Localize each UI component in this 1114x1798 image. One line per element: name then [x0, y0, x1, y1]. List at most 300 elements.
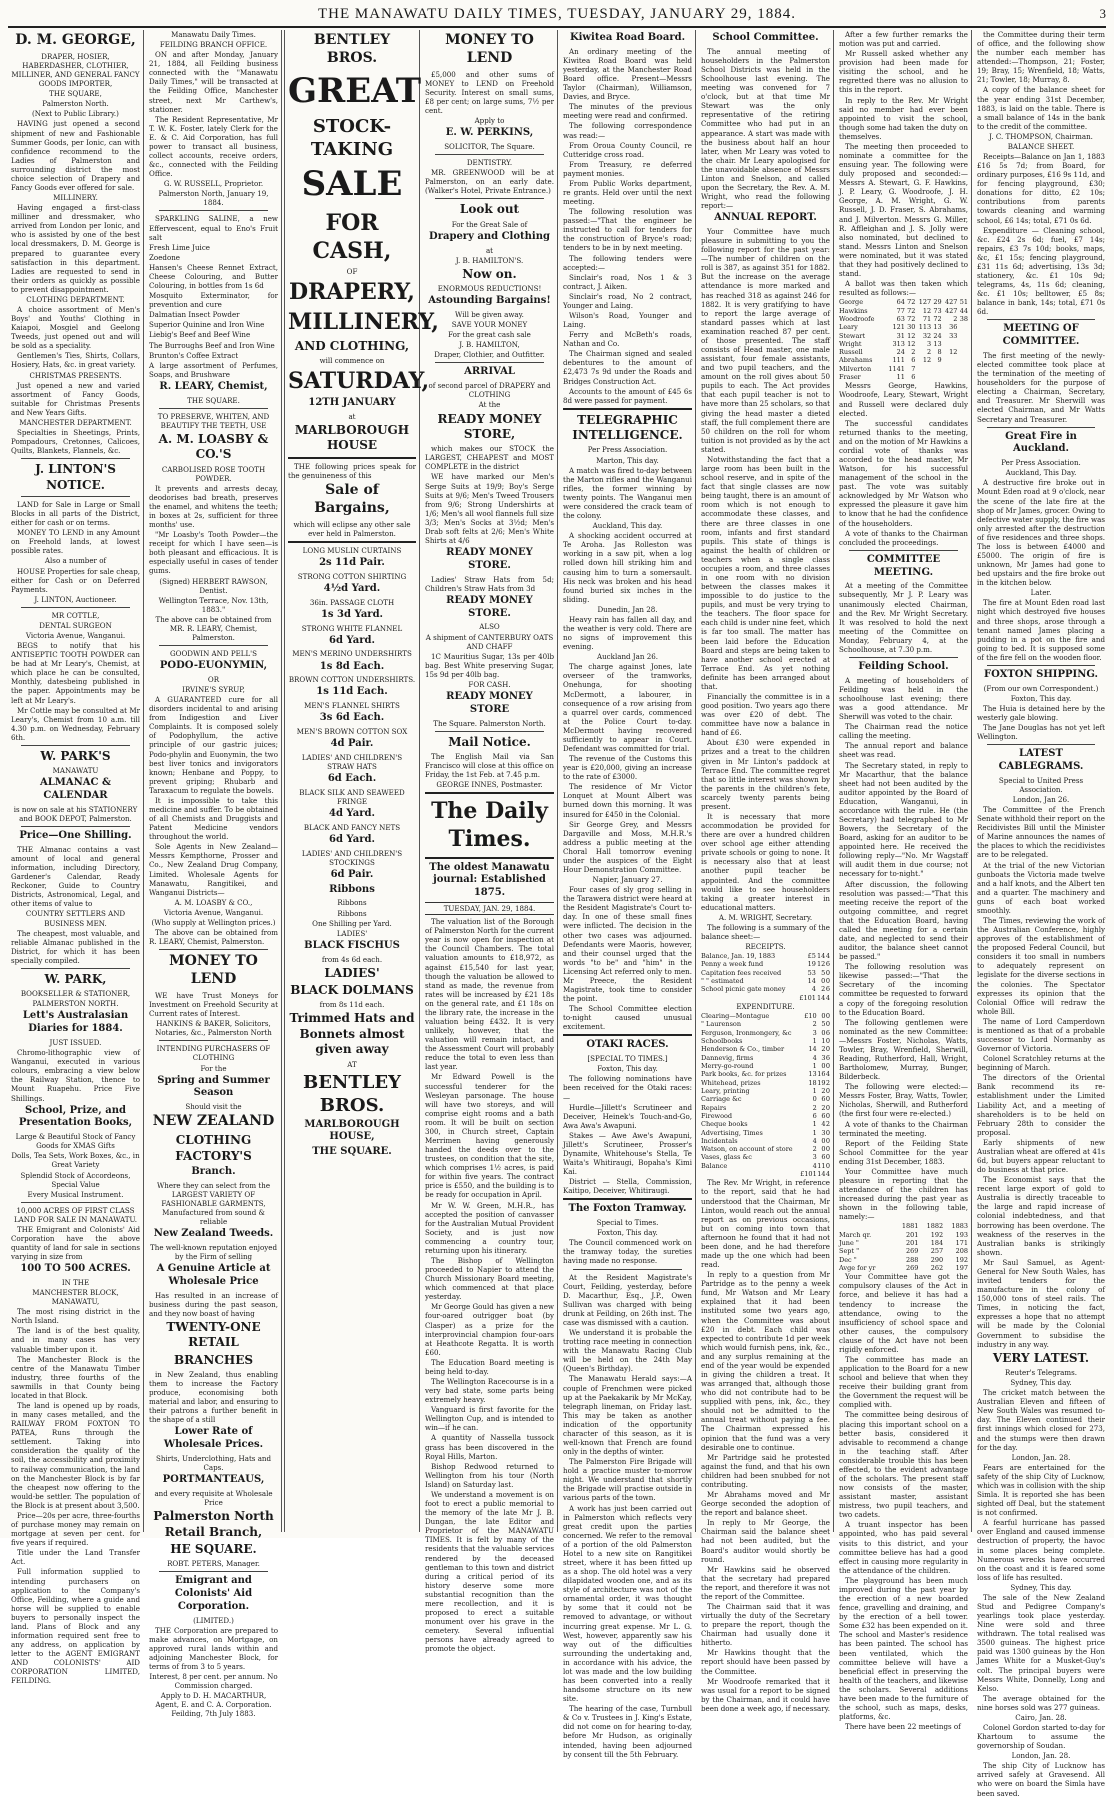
- paragraph: 1C Mauritius Sugar, 13s per 40lb bag. Best White preserving Sugar, 15s 9d per 40lb bag.: [425, 651, 554, 679]
- table-cell: 5: [821, 1020, 826, 1029]
- table-cell: 197: [955, 1263, 968, 1272]
- list-item: Brunton's Coffee Extract: [149, 350, 239, 360]
- heading: Spring and Summer Season: [157, 1074, 270, 1099]
- table-row: [839, 323, 968, 331]
- divider: [849, 657, 958, 658]
- heading: PODO-EUONYMIN,: [159, 660, 268, 672]
- ballot-table: [839, 298, 968, 381]
- paragraph: Messrs George, Hawkins, Woodroofe, Leary, Stewart, Wright and Russell were declared duly elected.: [839, 381, 968, 418]
- paragraph: Mr Saul Samuel, as Agent-General for New South Wales, has invited tenders for the manufacture in the colony of 150,000 tons of steel rails. The Times, in noticing the fact, expresses a hope that no attempt will be made by the Colonial Government to subsidise the industry in any way.: [977, 1257, 1105, 1349]
- paragraph: Colonel Scratchley returns at the beginning of March.: [977, 1054, 1105, 1073]
- centered-line: Wellington Terrace, Nov. 13th, 1883.": [158, 595, 269, 614]
- centered-line: Special to United Press Association.: [998, 775, 1084, 794]
- heading: READY MONEY STORE,: [437, 411, 542, 441]
- table-cell: 72: [907, 306, 916, 315]
- heading: The Daily Times.: [431, 798, 548, 853]
- centered-line: RECEIPTS.: [745, 942, 786, 952]
- table-row: [701, 1095, 830, 1103]
- heading: 4½d Yard.: [323, 582, 381, 594]
- table-cell: 111: [892, 356, 905, 365]
- paragraph: There have been 22 meetings of: [845, 1722, 961, 1732]
- paragraph: Fears are entertained for the safety of the ship City of Lucknow, which was in collision with the ship Simla. It is reported she has been sighted off Deal, but the statement is not confirmed.: [977, 1462, 1105, 1518]
- centered-line: CLOTHING DEPARTMENT.: [26, 294, 125, 304]
- centered-line: J. C. THOMPSON, Chairman.: [989, 131, 1093, 141]
- table-row: [701, 1129, 830, 1137]
- table-cell: 6: [821, 1095, 826, 1104]
- table-row: [701, 952, 830, 960]
- centered-line: Ribbons: [337, 908, 367, 918]
- table-row: [839, 307, 968, 315]
- paragraph: Ferry and McBeth's roads, Nathan and Co.: [563, 330, 692, 349]
- table-cell: 0: [821, 977, 826, 986]
- paragraph: SPARKLING SALINE, a new Effervescent, equal to Eno's Fruit salt: [149, 214, 278, 242]
- paragraph: The average obtained for the nine horses sold was 277 guineas.: [977, 1693, 1105, 1712]
- table-cell: 13: [933, 323, 942, 332]
- paragraph: Sinclair's road, Nos 1 & 3 contract, J. Aiken.: [563, 272, 692, 291]
- centered-line: MEN'S FLANNEL SHIRTS: [304, 701, 400, 711]
- paragraph: MONEY TO LEND in any Amount on Freehold lands, at lowest possible rates.: [11, 528, 140, 556]
- table-row: [701, 1054, 830, 1062]
- heading: PORTMANTEAUS,: [162, 1474, 265, 1486]
- centered-line: (Next to Public Library.): [32, 109, 119, 119]
- table-cell: Vases, glass &c: [701, 1153, 752, 1162]
- centered-line: J. B. HAMILTON'S.: [455, 255, 524, 265]
- heading: School, Prize, and Presentation Books,: [18, 1104, 133, 1129]
- paragraph: The above can be obtained from R. LEARY, Chemist, Palmerston.: [149, 928, 278, 947]
- table-cell: Ferguson, Ironmongery, &c: [701, 1028, 792, 1037]
- table-cell: Woodroofe: [839, 314, 875, 323]
- divider: [159, 1040, 268, 1041]
- table-cell: 1: [812, 1037, 817, 1046]
- divider: [987, 665, 1095, 666]
- table-cell: 2: [927, 348, 932, 357]
- centered-line: BLACK AND FANCY NETS: [303, 822, 401, 832]
- paragraph: A vote of thanks to the Chairman concluded the proceedings.: [839, 528, 968, 547]
- divider: [21, 826, 130, 827]
- table-cell: 1881: [901, 1222, 919, 1231]
- divider: [21, 458, 130, 459]
- paragraph: Report of the Feilding State School Committee for the year ending 31st December, 1883.: [839, 1138, 968, 1166]
- table-cell: 24: [933, 331, 942, 340]
- table-cell: 0: [825, 1062, 830, 1070]
- table-cell: Cheque books: [701, 1120, 748, 1129]
- paragraph: The name of Lord Camperdown is mentioned as that of a probable successor to Lord Normanby as Governor of Victoria.: [977, 1016, 1105, 1054]
- table-cell: 0: [821, 1145, 826, 1154]
- table-cell: 19: [817, 1078, 826, 1087]
- table-cell: Avge for yr: [839, 1263, 876, 1272]
- heading: STOCK-TAKING: [310, 116, 394, 161]
- paragraph: Mr Edward Powell is the successful tenderer for the Wesleyan parsonage. The house will have two storeys, and will comprise eight rooms and a bath room. It will be built on section 300, in Church street, Captain Merrimen having generously handed the deeds over to the trustees, on condition that the site, which comprises 1½ acres, is paid for within five years. The contract price is £550, and the building is to be ready for occupation in April.: [425, 1072, 554, 1200]
- paragraph: WE have marked our Men's Serge Suits at 19/9; Boy's Serge Suits at 9/6; Men's Tweed Trousers from 9/6; Strong Undershirts at 1/6; Men's all wool flannels full size 3/3; Men's Socks at 3½d; Men's Drab soft felts at 2/6; Men's White Shirts at 4/6: [425, 472, 554, 546]
- divider: [21, 496, 130, 497]
- table-cell: Sept ": [839, 1247, 860, 1256]
- paragraph: It prevents and arrests decay, deodorises bad breath, preserves the enamel, and whitens the teeth; in boxes at 2s, sufficient for three months' use.: [149, 483, 278, 530]
- table-cell: 12: [949, 348, 958, 357]
- paragraph: A choice assortment of Men's Boys' and Youths' Clothing in Kaiapoi, Mosgiel and Geelong Tweeds, just opened out and will be sold as a speciality.: [11, 305, 140, 351]
- centered-line: Sydney, This day.: [1010, 1378, 1072, 1388]
- paragraph: A match was fired to-day between the Marton rifles and the Wanganui rifles, the former winning by twenty points. The Wanganui men were considered the crack team of the colony.: [563, 465, 692, 521]
- paragraph: BEGS to notify that his ANTISEPTIC TOOTH POWDER can be had at Mr Leary's, Chemist, at which place he can be consulted, Monthly, datesbeing published in the paper. Appointments may be left at Mr Leary's.: [11, 641, 140, 705]
- paragraph: The Palmerston Fire Brigade will hold a practice muster to-morrow night. We understand that shortly the Brigade will practise outside in various parts of the town.: [563, 1457, 692, 1503]
- divider: [159, 1571, 268, 1572]
- centered-line: PALMERSTON NORTH.: [32, 999, 119, 1009]
- paragraph: The Bishop of Wellington proceeded to Napier to attend the Church Missionary Board meeting, which commenced at that place yesterday.: [425, 1256, 554, 1302]
- paragraph: "Mr Loasby's Tooth Powder—the receipt for which I have seen—is both pleasant and efficacious. It is especially useful in cases of tender gums.: [149, 530, 278, 576]
- table-cell: Carriage &c: [701, 1095, 742, 1104]
- column-4: [422, 30, 558, 1654]
- list-item: Fresh Lime Juice: [149, 242, 210, 252]
- paragraph: Sinclair's road, No 2 contract, Younger and Laing.: [563, 291, 692, 310]
- paragraph: The English Mail via San Francisco will close at this office on Friday, the 1st Feb. at 7.45 p.m.: [425, 752, 554, 780]
- paragraph: The Chairman signed and sealed debentures to the amount of £2,473 7s 9d under the Roads and Bridges Construction Act.: [563, 349, 692, 386]
- centered-line: J. B. HAMILTON,: [459, 340, 520, 350]
- paragraph: The directors of the Oriental Bank recommend its re-establishment under the Limited Liability Act, and a meeting of shareholders is to be held on February 28th to consider the proposal.: [977, 1073, 1105, 1137]
- heading: BENTLEY BROS.: [302, 1071, 401, 1116]
- heading: Price—One Shilling.: [19, 830, 132, 842]
- heading: AND CLOTHING,: [294, 338, 410, 353]
- centered-line: 10,000 ACRES OF FIRST CLASS LAND FOR SALE IN MANAWATU.: [13, 1205, 138, 1224]
- paragraph: The first meeting of the newly-elected committee took place at the termination of the meeting of householders for the purpose of electing a Chairman, Secretary, and Treasurer. Mr Sherwill was elected Chairman, and Mr Watts Secretary and Treasurer.: [977, 351, 1105, 424]
- paragraph: We understand a movement is on foot to erect a public memorial to the memory of the late Mr J. B. Dungan, the late Editor and Proprietor of the MANAWATU TIMES. It is felt by many of the residents that the valuable services rendered by the deceased gentleman to this town and district during a critical period of its history deserve some more substantial recognition than the mere recollection, and it is proposed to erect a suitable monument over his grave in the cemetery. Several influential persons have already agreed to promote the object.: [425, 1489, 554, 1654]
- centered-line: IN THE: [61, 1278, 90, 1287]
- paragraph: The following nominations have been received for the Otaki races:—: [563, 1074, 692, 1102]
- centered-line: DENTISTRY.: [466, 158, 513, 168]
- table-cell: 121: [892, 323, 905, 332]
- table-cell: 24: [896, 348, 905, 357]
- centered-line: BLACK SILK AND SEAWEED FRINGE: [299, 787, 405, 806]
- centered-line: LADIES' AND CHILDREN'S STOCKINGS: [301, 848, 403, 867]
- centered-line: DRAPER, HOSIER, HABERDASHER, CLOTHIER, MILLINER, AND GENERAL FANCY GOODS IMPORTER,: [11, 51, 140, 89]
- paragraph: The Wellington Racecourse is in a very bad state, some parts being extremely heavy.: [425, 1377, 554, 1405]
- centered-line: Apply to D. H. MACARTHUR, Agent, E. and C. A. Corporation. Feilding, 7th July 1883.: [155, 1691, 272, 1719]
- paragraph: In reply to a question from Mr Partridge as to the penny a week fund, Mr Watson and Mr Leary explained that it had been instituted some two years ago, when the Committee was about £20 in debt. Each child was expected to contribute 1d per week which would furnish pens, ink, &c., and any surplus remaining at the end of the year would be expended in giving the children a treat. It was arranged that, although those who did not contribute had to be supplied with pens, ink, &c., they should not be admitted to the annual treat without paying a fee. The Chairman expressed his opinion that the fund was a very desirable one to continue.: [701, 1270, 830, 1452]
- heading: READY MONEY STORE: [446, 690, 533, 715]
- paragraph: Mr Abrahams moved and Mr George seconded the adoption of the report and balance sheet.: [701, 1490, 830, 1518]
- heading: LATEST CABLEGRAMS.: [998, 748, 1084, 773]
- attendance-table: [839, 1222, 968, 1272]
- divider: [288, 457, 416, 459]
- paragraph: The Chairman read the notice calling the meeting.: [839, 722, 968, 741]
- paragraph: ON and after Monday, January 21, 1884, all Feilding business connected with the "Manawatu Daily Times," will be transacted at the Feilding Office, Manchester street, next Mr Carthew's, stationer.: [149, 50, 278, 114]
- table-cell: 192: [930, 1230, 944, 1239]
- centered-line: Cairo, Jan. 28.: [1015, 1712, 1067, 1722]
- heading: SALE: [301, 164, 403, 205]
- centered-line: from 8s 11d each.: [319, 1000, 385, 1010]
- heading: 3s 6d Each.: [319, 712, 385, 724]
- table-cell: 0: [821, 1062, 826, 1070]
- paragraph: The fire at Mount Eden road last night which destroyed five houses and three shops, arose through a tenant named James placing a pudding in a pot on the fire and going to bed. It is supposed some of the fire fell on the wooden floor.: [977, 598, 1105, 662]
- paragraph: Just opened a new and varied assortment of Fancy Goods, suitable for Christmas Presents and New Years Gifts.: [11, 380, 140, 417]
- table-cell: Henderson & Co., timber: [701, 1045, 785, 1054]
- table-cell: 64: [896, 298, 905, 307]
- centered-line: ENORMOUS REDUCTIONS!: [437, 284, 542, 294]
- centered-line: Victoria Avenue, Wanganui.: [25, 631, 126, 640]
- paragraph: It is impossible to take this medicine and suffer. To be obtained of all Chemists and Druggists and Patent Medicine vendors throughout the world.: [149, 795, 278, 842]
- centered-line: BALANCE SHEET.: [1007, 141, 1075, 151]
- table-cell: June ": [839, 1239, 859, 1248]
- list-item: Mosquito Exterminator, for prevention and cure: [149, 291, 278, 310]
- divider: [563, 1034, 692, 1036]
- table-cell: 0: [825, 1086, 830, 1095]
- paragraph: The Resident Representative, Mr T. W. K. Foster, lately Clerk for the E. & C. Aid Corporation, has full power to transact all business, collect accounts, receive orders, &c., connected with the Feilding Office.: [149, 114, 278, 179]
- paragraph: which makes our STOCK the LARGEST, CHEAPEST and MOST COMPLETE in the district: [425, 444, 554, 472]
- divider: [21, 745, 130, 746]
- paragraph: Stakes — Awe Awe's Awapuni, Jillett's Scrutineer, Prosser's Dynamite, Whitehouse's Stella, Te Waita's Whitiraugi, Bopaha's Kimi Kai.: [563, 1130, 692, 1177]
- divider: [563, 1198, 692, 1200]
- paragraph: LAND for Sale in Large or Small Blocks in all parts of the District, either for cash or on terms.: [11, 499, 140, 528]
- centered-line: JUST ISSUED.: [49, 1038, 102, 1048]
- table-cell: 0: [825, 1037, 830, 1046]
- heading: Trimmed Hats and Bonnets almost given away: [289, 1011, 415, 1057]
- paragraph: Price—20s per acre, three-fourths of purchase money may remain on mortgage at seven per cent. for five years if required.: [11, 1510, 140, 1548]
- heading: NEW ZEALAND: [152, 1113, 275, 1130]
- table-row: [701, 1112, 830, 1120]
- table-cell: £101: [800, 1170, 817, 1179]
- paragraph: Mr Hawkins thought that the report should have been passed by the Committee.: [701, 1648, 830, 1676]
- table-row: [701, 994, 830, 1002]
- table-cell: 14: [807, 977, 816, 986]
- table-row: [701, 1170, 830, 1178]
- table-row: [701, 985, 830, 993]
- centered-line: STRONG WHITE FLANNEL: [301, 623, 403, 633]
- table-row: [839, 1222, 968, 1230]
- centered-line: A shipment of CANTERBURY OATS AND CHAFF: [425, 632, 554, 651]
- table-cell: [701, 994, 797, 1002]
- centered-line: Dunedin, Jan 28.: [597, 604, 658, 614]
- heading: 1s 3d Yard.: [320, 608, 384, 620]
- column-1: [8, 30, 144, 1686]
- table-cell: Capitation fees received: [701, 968, 782, 977]
- heading: FOR CASH,: [312, 209, 392, 265]
- centered-line: A. M. LOASBY & CO.,: [174, 897, 253, 907]
- table-cell: 8: [937, 348, 942, 357]
- paragraph: The Economist says that the recent large export of gold to Australia is directly traceable to the large and rapid increase of colonial indebtedness, and that borrowing has been overdone. The weakness of the reserves in the Australian banks is strikingly shown.: [977, 1175, 1105, 1257]
- heading: BLACK DOLMANS: [290, 983, 414, 997]
- table-cell: 6: [911, 356, 916, 365]
- table-cell: 262: [930, 1263, 944, 1272]
- paragraph: THE Corporation are prepared to make advances, on Mortgage, on approved rural lands within and adjoining Manchester Block, for terms of from 3 to 5 years.: [149, 1625, 278, 1672]
- table-cell: 13: [933, 339, 942, 348]
- paragraph: Mr W. W. Green, M.H.R., has accepted the position of canvasser for the Australian Mutual Provident Society, and is just now commencing a country tour, returning upon his itinerary.: [425, 1200, 554, 1255]
- table-cell: 1: [812, 1120, 817, 1129]
- centered-line: (From our own Correspondent.): [983, 683, 1099, 693]
- table-row: [839, 315, 968, 323]
- paragraph: HAVING just opened a second shipment of new and Fashionable Summer Goods, per Ionic, can with confidence recommend to the Ladies of Palmerston and surrounding district the most choice selection of Drapery and Fancy Goods ever offered for sale.: [11, 119, 140, 192]
- paragraph: The cricket match between the Australian Eleven and fifteen of New South Wales was resumed to-day. The Eleven continued their first innings which closed for 273, and the stumps were then drawn for the day.: [977, 1388, 1105, 1452]
- heading: ARRIVAL: [464, 366, 515, 378]
- paragraph: The sale of the New Zealand Stud and Pedigree Company's yearlings took place yesterday. Nine were sold and three withdrawn. The total realised was 3500 guineas. The highest price paid was 1300 guineas by the Hon James White for a Musket-Guy's colt. The principal buyers were Messrs White, Donnelly, Long and Kelso.: [977, 1592, 1105, 1693]
- centered-line: Later.: [1030, 588, 1052, 598]
- table-cell: 77: [896, 306, 905, 315]
- divider: [563, 408, 692, 410]
- paragraph: Wilson's Road, Younger and Laing.: [563, 310, 692, 330]
- heading: ANNUAL REPORT.: [714, 212, 817, 224]
- table-cell: Park books, &c. for prizes: [701, 1070, 787, 1079]
- centered-line: Manawatu Daily Times.: [171, 30, 256, 39]
- table-cell: 6: [825, 1028, 830, 1037]
- heading: 1s 8d Each.: [319, 660, 385, 672]
- heading: 6d Yard.: [328, 833, 375, 845]
- table-cell: 6: [821, 1153, 826, 1162]
- centered-line: G. W. RUSSELL, Proprietor.: [163, 179, 264, 189]
- paragraph: A fearful hurricane has passed over England and caused immense destruction of property, the havoc in some places being complete. Numerous wrecks have occurred on the coast and it is feared some loss of life has resulted.: [977, 1518, 1105, 1582]
- table-row: [701, 1012, 830, 1020]
- heading: TWENTY-ONE RETAIL: [166, 1319, 261, 1350]
- heading: 6d Each.: [327, 773, 377, 785]
- paragraph: The following gentlemen were nominated as the new Committee:—Messrs Foster, Nicholas, Watts, Towler, Bray, Wrenfield, Sherwill, Reading, Rutherford, Hall, Wright, Bartholomew, Murray, Bunger, Bilderbeck.: [839, 1017, 968, 1082]
- centered-line: Large & Beautiful Stock of Fancy Goods for XMAS Gifts: [15, 1132, 136, 1151]
- heading: MARLBOROUGH HOUSE,: [304, 1118, 400, 1143]
- heading: MEETING OF COMMITTEE.: [1002, 323, 1080, 348]
- paragraph: Your Committee have much pleasure in submitting to you the following report for the past year:—The number of children on the roll is 387, as against 351 for 1882. But the increase on the average attendance is more marked and has reached 318 as against 246 for 1882. It is very gratifying to have to report the large average of standard passes which at last examination reached 87 per cent. of those presented. The staff consists of Head master, one male assistant, four female assistants, and two pupil teachers, and the amount on the roll gives about 50 pupils to each. The Act provides that each pupil teacher is not to have more than 25 scholars, so that giving the head master a dieted staff, the full complement there are 50 children on the roll for whom tuition is not provided as by the act stated.: [701, 227, 831, 454]
- heading: 100 TO 500 ACRES.: [20, 1263, 131, 1275]
- paragraph: Heavy rain has fallen all day, and the weather is very cold. There are no signs of improvement this evening.: [563, 614, 692, 652]
- table-cell: 201: [905, 1230, 919, 1239]
- centered-line: One Shilling per Yard.: [312, 918, 392, 928]
- table-row: [839, 348, 968, 356]
- table-row: [839, 1239, 968, 1247]
- centered-line: (Who supply at Wellington prices.): [151, 917, 276, 927]
- table-cell: Leary, printing: [701, 1086, 750, 1095]
- divider: [288, 541, 416, 543]
- paragraph: WE have Trust Moneys for Investment on Freehold Security at Current rates of Interest.: [149, 991, 278, 1019]
- table-cell: Milverton: [839, 364, 872, 373]
- table-row: [701, 1045, 830, 1053]
- centered-line: Marton, This day.: [596, 455, 659, 465]
- table-row: [701, 1070, 830, 1078]
- paragraph: Gentlemen's Ties, Shirts, Collars, Hosiery, Hats, &c. in great variety.: [11, 351, 140, 370]
- paragraph: Expenditure — Cleaning school, &c. £24 2s 6d; fuel, £7 14s; repairs, £3 7s 10d; books, maps, &c, £1 15s; fencing playground, £31 11s 6d; advertising, 13s 3d; stationery, &c. £1 10s 9d; telegrams, 4s, 11s 6d; cleaning, &c. £1 10s; belltower, £5 8s; balance in bank, 14s; total, £71 0s 6d.: [977, 225, 1105, 317]
- heading: 4d Pair.: [330, 738, 374, 750]
- table-cell: 12: [907, 331, 916, 340]
- paragraph: The minutes of the previous meeting were read and confirmed.: [563, 102, 692, 121]
- table-cell: " Laurenson: [701, 1020, 742, 1029]
- centered-line: For the: [200, 1063, 227, 1073]
- centered-line: FEILDING BRANCH OFFICE.: [159, 40, 268, 50]
- paragraph: A work has just been carried out in Palmerston which reflects very great credit upon the parties concerned. We refer to the removal of a portion of the old Palmerston Hotel to a new site on Rangitikei street, where it has been fitted up as a shop. The old hotel was a very dilapidated wooden one, and as its style of architecture was not of the ornamental order, it was thought by some that it could not be removed to advantage, or without incurring great expense. Mr L. G. West, however, apparently saw his way out of the difficulties surrounding the undertaking and, in accordance with his advice, the lot was made and the low building has been converted into a really handsome structure on its new site.: [563, 1503, 692, 1704]
- table-cell: 192: [955, 1255, 968, 1264]
- paragraph: Chromo-lithographic view of Wanganui, executed in various colours, embracing a view below the Railway Station, thence to Mount Ruapehu. Price Five Shillings.: [11, 1048, 140, 1103]
- paragraph: The most rising district in the North Island.: [11, 1307, 140, 1326]
- table-cell: 53: [807, 968, 816, 977]
- table-cell: Schoolbooks: [701, 1037, 743, 1046]
- centered-line: The Square. Palmerston North.: [433, 718, 546, 728]
- paragraph: The following resolution was passed:—"That the engineer be instructed to call for tenders for the construction of Bryce's road; tenders to be in by next meeting.: [563, 207, 692, 253]
- table-cell: 0: [825, 1020, 830, 1029]
- list-item: Liebig's Beef and Beef Wine: [149, 330, 251, 340]
- paragraph: The Committee of the French Senate withhold their report on the Recidivistes Bill until the Minister of Marine announces the names of the places to which the recidivistes are to be relegated.: [977, 805, 1105, 860]
- column-8: [974, 30, 1108, 1798]
- table-cell: 1141: [888, 364, 905, 373]
- table-cell: 2: [812, 1145, 817, 1154]
- table-cell: 1: [821, 1037, 826, 1046]
- divider: [21, 968, 130, 969]
- heading: 1s 11d Each.: [316, 686, 388, 698]
- heading: The Foxton Tramway.: [568, 1203, 687, 1215]
- table-cell: Stewart: [839, 331, 866, 340]
- table-cell: 0: [825, 1153, 830, 1162]
- divider: [987, 319, 1095, 320]
- table-row: [701, 1145, 830, 1153]
- table-cell: Balance: [701, 1161, 728, 1170]
- divider: [849, 550, 958, 551]
- table-cell: 313: [892, 339, 905, 348]
- table-cell: 0: [825, 1161, 830, 1170]
- table-cell: £101: [799, 993, 816, 1002]
- paragraph: The charge against Jones, late overseer of the tramworks, Onehunga, for shooting McDermott, a labourer, in consequence of a row arising from a quarrel over cards, commenced at the Police Court to-day. McDermott having recovered sufficiently to appear in Court. Defendant was committed for trial.: [563, 662, 692, 753]
- heading: A. M. LOASBY & CO.'S: [158, 431, 269, 462]
- table-cell: 0: [821, 1012, 826, 1021]
- paragraph: Accounts to the amount of £45 6s 8d were passed for payment.: [563, 386, 692, 405]
- centered-line: Special to Times.: [596, 1218, 659, 1228]
- table-row: [701, 1020, 830, 1028]
- table-cell: 72: [907, 298, 916, 307]
- table-cell: 14: [816, 952, 826, 961]
- table-cell: Hawkins: [839, 306, 868, 315]
- table-row: [839, 1256, 968, 1264]
- centered-line: INTENDING PURCHASERS OF CLOTHING: [156, 1044, 271, 1063]
- centered-line: THE SQUARE,: [49, 89, 102, 99]
- table-cell: 38: [959, 314, 968, 323]
- table-cell: 51: [959, 298, 968, 307]
- paragraph: The Huia is detained here by the westerly gale blowing.: [977, 703, 1105, 722]
- table-cell: 1882: [926, 1222, 944, 1231]
- centered-line: The above can be obtained from MR. R. LEARY, Chemist, Palmerston.: [155, 614, 272, 642]
- paragraph: Vanguard is first favorite for the Wellington Cup, and is intended to win—if he can.: [425, 1405, 554, 1433]
- heading: MONEY TO LEND: [445, 32, 534, 66]
- paragraph: The revenue of the Customs this year is £20,000, giving an increase to the rate of £3000.: [563, 754, 692, 782]
- centered-line: at: [485, 245, 494, 255]
- centered-line: Should visit the: [185, 1102, 242, 1112]
- table-cell: 3: [821, 1053, 826, 1062]
- table-row: [701, 960, 830, 968]
- paragraph: The following tenders were accepted:—: [563, 253, 692, 272]
- table-cell: 0: [825, 1136, 830, 1145]
- page-number: 3: [1099, 6, 1106, 21]
- table-row: [839, 298, 968, 306]
- list-item: The Burroughs Beef and Iron Wine: [149, 340, 275, 350]
- table-cell: 12: [907, 339, 916, 348]
- centered-line: LADIES': [336, 928, 368, 938]
- table-cell: 6: [825, 1053, 830, 1062]
- divider: [425, 857, 554, 859]
- dateline: TUESDAY, JAN. 29, 1884.: [425, 902, 554, 915]
- table-cell: 0: [825, 1145, 830, 1154]
- table-cell: 1: [812, 1062, 817, 1070]
- divider: [987, 427, 1095, 428]
- paragraph: At a meeting of the Committee subsequently, Mr J. P. Leary was unanimously elected Chairman, and the Rev. Mr Wright Secretary. It was resolved to hold the next meeting of the Committee on Monday, February 4, at the Schoolhouse, at 7.30 p.m.: [839, 581, 968, 654]
- table-cell: Firewood: [701, 1111, 733, 1120]
- heading: Sale of Bargains,: [314, 481, 390, 516]
- centered-line: Foxton, This day.: [1010, 693, 1072, 703]
- divider: [435, 154, 544, 155]
- heading: A Genuine Article at Wholesale Price: [156, 1263, 271, 1287]
- paragraph: About £30 were expended in prizes and a treat to the children given in Mr Linton's paddock at Terrace End. The committee regret that so little interest was shown by the parents in the children's fete, scarcely twenty parents being present.: [701, 738, 830, 811]
- heading: BENTLEY BROS.: [313, 32, 391, 66]
- centered-line: OR: [207, 674, 220, 684]
- heading: 6d Pair.: [330, 868, 374, 880]
- paragraph: MR. GREENWOOD will be at Palmerston, on an early date. (Walker's Hotel, Private Entrance.): [425, 168, 554, 196]
- heading: Great Fire in Auckland.: [1005, 430, 1077, 455]
- table-cell: 4: [821, 1120, 826, 1129]
- table-cell: 0: [821, 1028, 826, 1037]
- paragraph: Mr Partridge said he protested against the fund, and that his own children had been snubbed for not contributing.: [701, 1452, 830, 1489]
- centered-line: Auckland Jan 26.: [596, 652, 658, 662]
- table-cell: 2: [821, 1103, 826, 1112]
- paragraph: The following were elected:—Messrs Foster, Bray, Watts, Towler, Nicholas, Sherwill, and Rutherford (the first four were re-elected.): [839, 1082, 968, 1119]
- table-cell: 12: [922, 306, 932, 315]
- paragraph: From Oroua County Council, re Cutteridge cross road.: [563, 140, 692, 159]
